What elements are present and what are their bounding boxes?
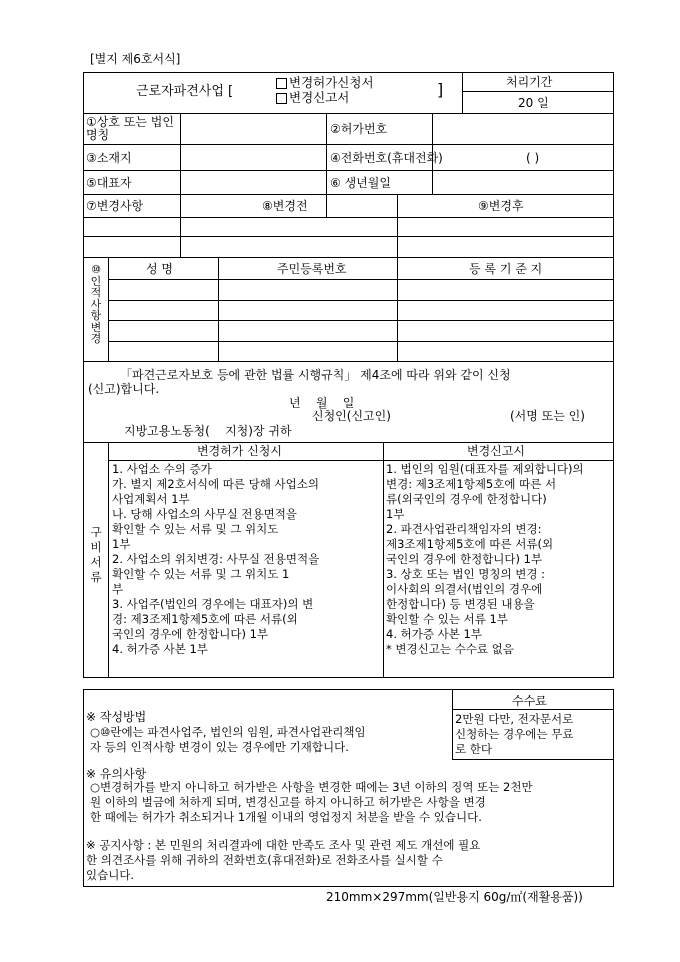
address-input[interactable] [181, 145, 326, 170]
fee-title: 수수료 [512, 694, 547, 708]
title-suffix: ] [437, 80, 444, 99]
right-doc-line: 류(외국인의 경우에 한정합니다) [386, 492, 547, 506]
fee-line: 로 한다 [455, 742, 492, 756]
left-doc-line: 1. 사업소 수의 증가 [112, 462, 212, 476]
form-tag: [별지 제6호서식] [90, 52, 181, 66]
caution-title: ※ 유의사항 [86, 767, 147, 781]
right-docs-title: 변경신고시 [467, 444, 525, 458]
representative-input[interactable] [181, 171, 326, 194]
right-doc-line: 1. 법인의 임원(대표자를 제외합니다)의 [386, 462, 584, 476]
left-doc-line: 확인할 수 있는 서류 및 그 위치도 1 [112, 567, 290, 581]
col-rrn-header: 주민등록번호 [277, 262, 347, 276]
fee-text [455, 712, 573, 757]
col-name-header: 성 명 [146, 262, 173, 276]
left-doc-line: 사업계획서 1부 [112, 492, 190, 506]
caution-line: ○변경허가를 받지 아니하고 허가받은 사항을 변경한 때에는 3년 이하의 징역 또는 2천만 [90, 780, 533, 794]
form-bottom-border [83, 677, 614, 678]
notice-line: 있습니다. [86, 868, 135, 882]
right-doc-line: 2. 파견사업관리책임자의 변경: [386, 522, 542, 536]
declaration-date: 년 월 일 [289, 396, 355, 410]
caution-line: 원 이하의 벌금에 처하게 되며, 변경신고를 하지 아니하고 허가받은 사항을 변경 [90, 795, 486, 809]
fee-line: 신청하는 경우에는 무료 [455, 727, 574, 741]
processing-period-label: 처리기간 [506, 75, 553, 89]
howto-title: ※ 작성방법 [86, 710, 147, 724]
left-docs-list [112, 462, 319, 657]
form-top-border [83, 72, 614, 73]
left-doc-line: 1부 [112, 537, 131, 551]
applicant-label: 신청인(신고인) [312, 409, 391, 423]
declaration-line1: 「파견근로자보호 등에 관한 법률 시행규칙」 제4조에 따라 위와 같이 신청 [120, 368, 511, 382]
form-right-border [613, 72, 614, 678]
permit-no-input[interactable] [433, 114, 613, 144]
right-doc-line: 1부 [386, 507, 405, 521]
right-doc-line: 4. 허가증 사본 1부 [386, 627, 482, 641]
right-doc-line: 국인의 경우에 한정합니다) 1부 [386, 552, 543, 566]
before-label: ⑧변경전 [262, 199, 308, 213]
right-doc-line: 3. 상호 또는 법인 명칭의 변경 : [386, 567, 545, 581]
option-change-report[interactable]: 변경신고서 [276, 91, 349, 105]
phone-label: ④전화번호(휴대전화) [330, 151, 443, 165]
left-doc-line: 2. 사업소의 위치변경: 사무실 전용면적을 [112, 552, 320, 566]
howto-line: 자 등의 인적사항 변경이 있는 경우에만 기재합니다. [90, 740, 349, 754]
representative-label: ⑤대표자 [86, 176, 132, 190]
left-docs-title: 변경허가 신청시 [197, 444, 282, 458]
birth-label: ⑥ 생년월일 [330, 176, 391, 190]
right-doc-line: 변경: 제3조제1항제5호에 따른 서 [386, 477, 557, 491]
left-doc-line: 확인할 수 있는 서류 및 그 위치도 [112, 522, 279, 536]
fee-line: 2만원 다만, 전자문서로 [455, 712, 574, 726]
caution-text [90, 780, 533, 825]
declaration-line2: (신고)합니다. [88, 382, 160, 396]
notice-text [86, 838, 480, 883]
notice-line: 한 의견조사를 위해 귀하의 전화번호(휴대전화)로 전화조사를 실시할 수 [86, 853, 443, 867]
after-label: ⑨변경후 [478, 199, 524, 213]
phone-input[interactable]: ( ) [526, 151, 540, 165]
address-label: ③소재지 [86, 151, 132, 165]
left-doc-line: 나. 당해 사업소의 사무실 전용면적을 [112, 507, 297, 521]
left-doc-line: 4. 허가증 사본 1부 [112, 642, 208, 656]
company-input[interactable] [180, 114, 326, 144]
left-doc-line: 경: 제3조제1항제5호에 따른 서류(외 [112, 612, 298, 626]
change-item-label: ⑦변경사항 [86, 199, 144, 213]
right-doc-line: * 변경신고는 수수료 없음 [386, 642, 514, 656]
howto-line: ○⑩란에는 파견사업주, 법인의 임원, 파견사업관리책임 [90, 725, 366, 739]
processing-period-value: 20 일 [518, 96, 549, 110]
addressee: 지방고용노동청( 지청)장 귀하 [124, 424, 292, 438]
checkbox-change-report[interactable] [276, 93, 287, 104]
documents-side-label: 구비서류 [90, 525, 102, 584]
personnel-side-label: ⑩인적사항변경 [90, 263, 102, 345]
paper-spec: 210mm×297mm(일반용지 60g/㎡(재활용품)) [326, 890, 583, 904]
howto-text [90, 725, 366, 755]
notice-line: ※ 공지사항 : 본 민원의 처리결과에 대한 만족도 조사 및 관련 제도 개선에 필요 [86, 838, 481, 852]
form-left-border [83, 72, 84, 678]
left-doc-line: 국인의 경우에 한정합니다) 1부 [112, 627, 269, 641]
col-basis-header: 등 록 기 준 지 [469, 262, 543, 276]
signature-label[interactable]: (서명 또는 인) [510, 409, 585, 423]
left-doc-line: 부 [112, 582, 124, 596]
right-doc-line: 확인할 수 있는 서류 1부 [386, 612, 508, 626]
caution-line: 한 때에는 허가가 취소되거나 1개월 이내의 영업정지 처분을 받을 수 있습니다. [90, 810, 482, 824]
right-doc-line: 제3조제1항제5호에 따른 서류(외 [386, 537, 554, 551]
right-docs-list [386, 462, 584, 657]
left-doc-line: 3. 사업주(법인의 경우에는 대표자)의 변 [112, 597, 314, 611]
right-doc-line: 이사회의 의결서(법인의 경우에 [386, 582, 543, 596]
right-doc-line: 한정합니다) 등 변경된 내용을 [386, 597, 535, 611]
option-change-permit[interactable]: 변경허가신청서 [276, 76, 374, 90]
checkbox-change-permit[interactable] [276, 78, 287, 89]
permit-no-label: ②허가번호 [330, 122, 388, 136]
left-doc-line: 가. 별지 제2호서식에 따른 당해 사업소의 [112, 477, 319, 491]
title-prefix: 근로자파견사업 [ [136, 84, 234, 99]
birth-input[interactable] [433, 171, 613, 194]
company-label: ①상호 또는 법인명칭 [86, 115, 174, 142]
